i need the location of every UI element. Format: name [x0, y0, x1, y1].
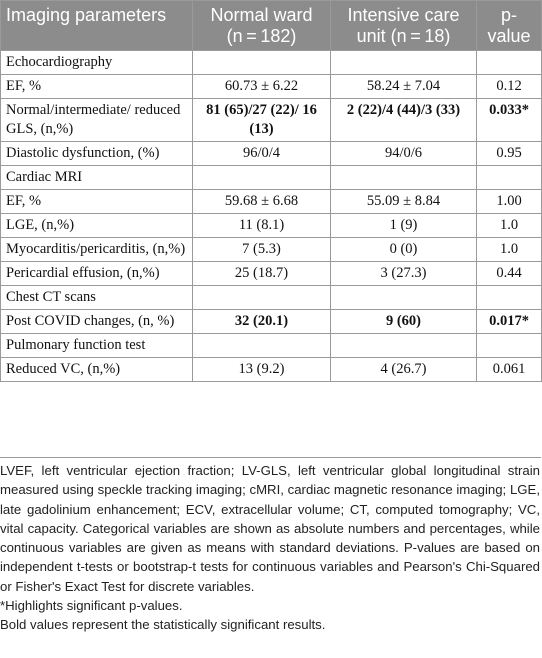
empty-cell: [331, 286, 477, 310]
table-row: [1, 310, 542, 334]
row-label: EF, %: [1, 75, 193, 99]
p-value-cell: 1.0: [477, 214, 542, 238]
empty-cell: [477, 334, 542, 358]
p-value-cell: 0.017*: [477, 310, 542, 334]
table-bottom-rule: [0, 457, 541, 458]
icu-value: 9 (60): [331, 310, 477, 334]
header-intensive-care-unit: Intensive care unit (n = 18): [331, 1, 477, 51]
section-label: Pulmonary function test: [1, 334, 193, 358]
icu-value: 4 (26.7): [331, 358, 477, 382]
header-imaging-parameters: Imaging parameters: [1, 1, 193, 51]
normal-ward-value: 96/0/4: [193, 142, 331, 166]
table-row: [1, 262, 542, 286]
empty-cell: [331, 334, 477, 358]
header-p-value: p- value: [477, 1, 542, 51]
table-row: [1, 99, 542, 142]
p-value-cell: 1.00: [477, 190, 542, 214]
empty-cell: [193, 334, 331, 358]
section-row: [1, 51, 542, 75]
icu-value: 2 (22)/4 (44)/3 (33): [331, 99, 477, 142]
table-row: [1, 238, 542, 262]
normal-ward-value: 59.68 ± 6.68: [193, 190, 331, 214]
row-label: Reduced VC, (n,%): [1, 358, 193, 382]
table-row: [1, 75, 542, 99]
empty-cell: [193, 166, 331, 190]
footnote-abbreviations: LVEF, left ventricular ejection fraction; LV-GLS, left ventricular global longitudinal strain measured using speckle tracking imaging; cMRI, cardiac magnetic resonance imaging; LGE, late gadolinium enhancement; ECV, extracellular volume; CT, computed tomography; VC, vital capacity. Categorical variables are shown as absolute numbers and percentages, while continuous variables are given as means with standard deviations. P-values are based on independent t-tests or bootstrap-t tests for continuous variables and Pearson's Chi-Squared or Fisher's Exact Test for discrete variables.: [0, 463, 540, 594]
row-label: Myocarditis/pericarditis, (n,%): [1, 238, 193, 262]
p-value-cell: 0.95: [477, 142, 542, 166]
icu-value: 1 (9): [331, 214, 477, 238]
row-label: Pericardial effusion, (n,%): [1, 262, 193, 286]
empty-cell: [477, 51, 542, 75]
normal-ward-value: 7 (5.3): [193, 238, 331, 262]
section-row: [1, 166, 542, 190]
row-label: Post COVID changes, (n, %): [1, 310, 193, 334]
table-row: [1, 190, 542, 214]
footnote-asterisk: *Highlights significant p-values.: [0, 598, 183, 614]
normal-ward-value: 13 (9.2): [193, 358, 331, 382]
normal-ward-value: 11 (8.1): [193, 214, 331, 238]
empty-cell: [193, 51, 331, 75]
empty-cell: [477, 286, 542, 310]
row-label: EF, %: [1, 190, 193, 214]
section-row: [1, 334, 542, 358]
footnote-bold: Bold values represent the statistically significant results.: [0, 617, 326, 633]
icu-value: 55.09 ± 8.84: [331, 190, 477, 214]
empty-cell: [193, 286, 331, 310]
empty-cell: [331, 166, 477, 190]
table-row: [1, 214, 542, 238]
icu-value: 94/0/6: [331, 142, 477, 166]
section-label: Chest CT scans: [1, 286, 193, 310]
section-label: Echocardiography: [1, 51, 193, 75]
table-header-row: [1, 1, 542, 51]
empty-cell: [331, 51, 477, 75]
p-value-cell: 0.44: [477, 262, 542, 286]
section-label: Cardiac MRI: [1, 166, 193, 190]
icu-value: 0 (0): [331, 238, 477, 262]
empty-cell: [477, 166, 542, 190]
p-value-cell: 0.12: [477, 75, 542, 99]
icu-value: 58.24 ± 7.04: [331, 75, 477, 99]
normal-ward-value: 81 (65)/27 (22)/ 16 (13): [193, 99, 331, 142]
p-value-cell: 0.033*: [477, 99, 542, 142]
row-label: LGE, (n,%): [1, 214, 193, 238]
header-normal-ward: Normal ward (n = 182): [193, 1, 331, 51]
table-row: [1, 142, 542, 166]
table-row: [1, 358, 542, 382]
normal-ward-value: 25 (18.7): [193, 262, 331, 286]
normal-ward-value: 60.73 ± 6.22: [193, 75, 331, 99]
normal-ward-value: 32 (20.1): [193, 310, 331, 334]
p-value-cell: 0.061: [477, 358, 542, 382]
table-footnotes: [0, 461, 540, 635]
section-row: [1, 286, 542, 310]
row-label: Diastolic dysfunction, (%): [1, 142, 193, 166]
icu-value: 3 (27.3): [331, 262, 477, 286]
row-label: Normal/intermediate/ reduced GLS, (n,%): [1, 99, 193, 142]
p-value-cell: 1.0: [477, 238, 542, 262]
table-body: [1, 51, 542, 382]
